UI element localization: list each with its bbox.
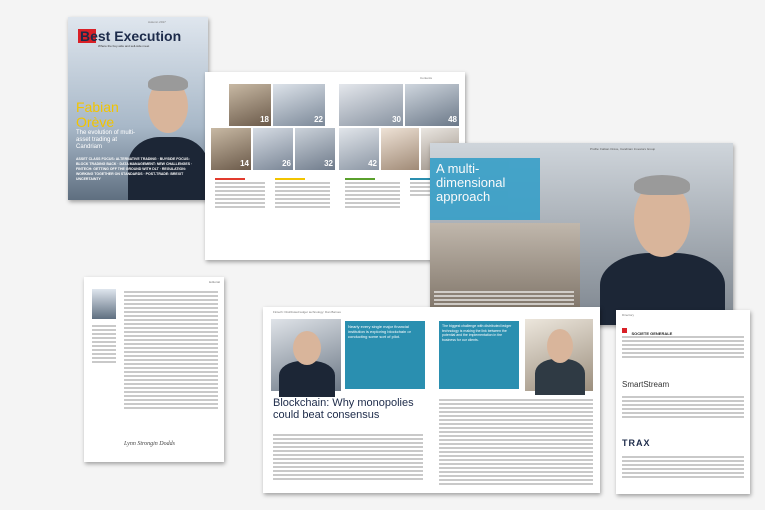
page-number: 32 <box>324 159 333 168</box>
blockchain-title: Blockchain: Why monopolies could beat consensus <box>273 397 414 421</box>
contents-spread <box>205 72 465 260</box>
page-number: 14 <box>240 159 249 168</box>
brand-trax: TRAX <box>622 438 651 448</box>
contents-photo-1 <box>229 84 271 126</box>
editorial-label: Editorial <box>209 280 220 284</box>
brand-logo-icon <box>622 328 627 333</box>
person-body <box>535 359 585 395</box>
person-suit <box>279 361 335 397</box>
feature-person-hair <box>634 175 690 195</box>
quote-text: Nearly every single major financial institution is exploring blockchain or conducting some sort of pilot. <box>348 324 411 339</box>
page-number: 42 <box>368 159 377 168</box>
contents-photo-2 <box>273 84 325 126</box>
contents-photo-5 <box>211 128 251 170</box>
editorial-body <box>124 289 218 411</box>
directory-text-1 <box>622 334 744 360</box>
contents-photo-6 <box>253 128 293 170</box>
magazine-cover <box>68 17 208 200</box>
feature-title-box <box>430 158 540 220</box>
feature-kicker: Profile: Fabian Orève, Candriam Investors Group <box>590 147 656 151</box>
cover-tagline: Where the buy-side and sell-side meet <box>98 44 150 48</box>
directory-text-2 <box>622 394 744 420</box>
masthead: Best Execution <box>80 28 182 44</box>
feature-title: A multi-dimensional approach <box>436 161 506 204</box>
directory-page <box>616 310 750 494</box>
contents-photo-grid <box>209 82 461 172</box>
cover-name-last: Orève <box>76 114 115 130</box>
cover-bullets: ASSET CLASS FOCUS: ALTERNATIVE TRADING · BUYSIDE FOCUS: BLOCK TRADING BACK · DATA MANAGEMENT: NEW CHALLENGES · FINTECH: GETTING OFF THE GROUND WITH DLT · REGULATION: WORKING TOGETHER ON STANDARDS · POST-TRADE: BREXIT UNCERTAINTY <box>76 157 193 181</box>
editorial-signature: Lynn Strongin Dodds <box>124 441 175 447</box>
blockchain-photo-right <box>525 319 593 391</box>
contents-label: Contents <box>420 76 433 80</box>
person-face <box>293 331 321 365</box>
blockchain-body-left <box>273 432 423 482</box>
directory-text-3 <box>622 454 744 480</box>
editorial-thumb <box>92 289 116 319</box>
cover-subtitle: The evolution of multi-asset trading at Candriam <box>76 130 136 150</box>
blockchain-photo-left <box>271 319 341 391</box>
page-number: 48 <box>448 115 457 124</box>
contents-photo-4 <box>405 84 459 126</box>
page-number: 22 <box>314 115 323 124</box>
brand-name: SOCIETE GENERALE <box>631 331 673 336</box>
contents-text-columns <box>215 176 455 256</box>
brand-smartstream: SmartStream <box>622 380 670 389</box>
person-face <box>547 329 573 363</box>
blockchain-quote-left <box>345 321 425 389</box>
blockchain-kicker: Fintech: Distributed ledger technology: Dan Barnes <box>273 310 341 314</box>
contents-photo-3 <box>339 84 403 126</box>
editorial-masthead <box>92 323 116 413</box>
directory-label: Directory <box>622 313 635 317</box>
page-number: 18 <box>260 115 269 124</box>
cover-person-hair <box>148 75 188 91</box>
editorial-page <box>84 277 224 462</box>
page-number: 26 <box>282 159 291 168</box>
contents-photo-8 <box>339 128 379 170</box>
blockchain-spread <box>263 307 600 493</box>
blockchain-body-right <box>439 397 593 487</box>
page-number: 30 <box>392 115 401 124</box>
feature-body-text <box>434 289 574 307</box>
blockchain-quote-right <box>439 321 519 389</box>
cover-name-first: Fabian <box>76 99 119 115</box>
contents-photo-9 <box>381 128 419 170</box>
feature-spread <box>430 143 733 325</box>
cover-issue: Autumn 2017 <box>148 20 166 24</box>
quote-text: The biggest challenge with distributed ledger technology is making the link between the potential and the implementation in the business for our clients. <box>442 324 512 342</box>
contents-photo-7 <box>295 128 335 170</box>
